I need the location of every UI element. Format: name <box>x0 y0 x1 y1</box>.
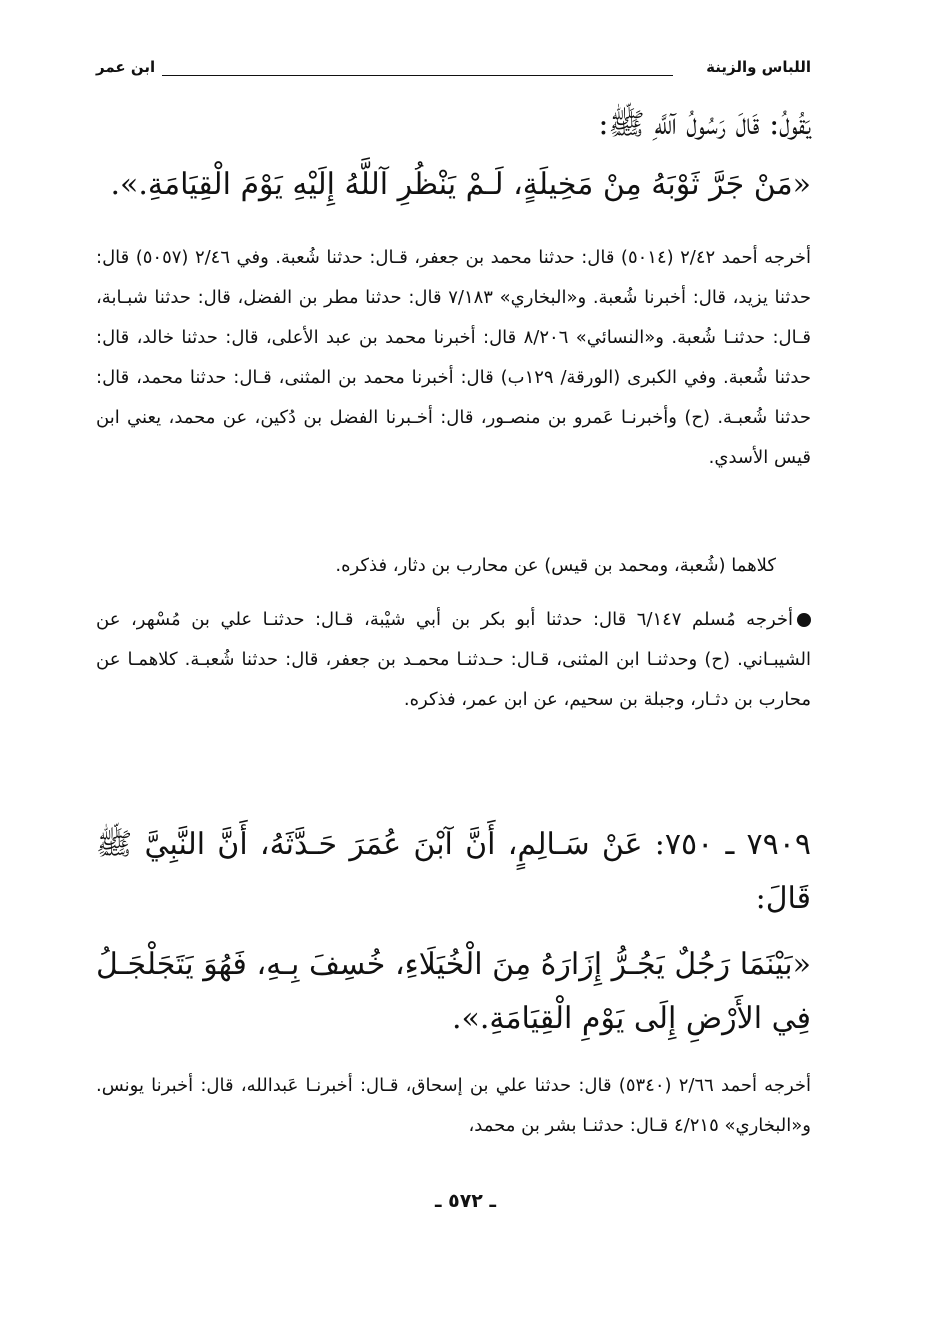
header-rule <box>162 75 673 76</box>
hadith-text: «مَنْ جَرَّ ثَوْبَهُ مِنْ مَخِيلَةٍ، لَـمْ يَنْظُرِ آللَّهُ إِلَيْهِ يَوْمَ الْقِيَامَةِ.». <box>110 167 811 202</box>
takhrij-muslim-text: أخرجه مُسلم ٦/١٤٧ قال: حدثنا أبو بكر بن أبي شيْبة، قـال: حدثنـا علي بن مُسْهر، عن الشيبـاني. (ح) وحدثنـا ابن المثنى، قـال: حـدثنـا محمـد بن جعفر، قال: حدثنا شُعبـة. كلاهمـا عن محارب بن دثـار، وجبلة بن سحيم، عن ابن عمر، فذكره. <box>96 609 811 710</box>
takhrij-paragraph-2: أخرجه أحمد ٢/٦٦ (٥٣٤٠) قال: حدثنا علي بن إسحاق، قـال: أخبرنـا عَبدالله، قال: أخبرنا يونس. و«البخاري» ٤/٢١٥ قـال: حدثنـا بشر بن محمد، <box>96 1075 812 1136</box>
hadith-text-2: «بَيْنَمَا رَجُلٌ يَجُـرُّ إِزَارَهُ مِنَ الْخُيَلَاءِ، خُسِفَ بِـهِ، فَهُوَ يَتَجَلْجَـلُ فِي الأَرْضِ إِلَى يَوْمِ الْقِيَامَةِ.». <box>96 947 811 1036</box>
takhrij-paragraph: أخرجه أحمد ٢/٤٢ (٥٠١٤) قال: حدثنا محمد بن جعفر، قـال: حدثنا شُعبة. وفي ٢/٤٦ (٥٠٥٧) قال: حدثنا يزيد، قال: أخبرنا شُعبة. و«البخاري» ٧/١٨٣ قال: حدثنا مطر بن الفضل، قال: حدثنا شبـابة، قـال: حدثنـا شُعبة. و«النسائي» ٨/٢٠٦ قال: أخبرنا محمد بن عبد الأعلى، قال: حدثنا خالد، قال: حدثنا شُعبة. وفي الكبرى (الورقة/ ١٢٩ب) قال: أخبرنا محمد بن المثنى، قـال: حدثنا محمد، قال: حدثنا شُعبـة. (ح) وأخبرنـا عَمرو بن منصـور، قال: أخـبرنا الفضل بن دُكين، عن محمد، يعني ابن قيس الأسدي. <box>96 247 812 468</box>
hadith-heading: ٧٩٠٩ ـ ٧٥٠: عَنْ سَـالِمٍ، أَنَّ آبْنَ عُمَرَ حَـدَّثَهُ، أَنَّ النَّبِيَّ ﷺ قَالَ: <box>96 827 811 916</box>
section-title: اللباس والزينة <box>706 58 811 76</box>
takhrij-muslim <box>96 600 811 720</box>
running-header <box>96 58 811 88</box>
takhrij-summary: كلاهما (شُعبة، ومحمد بن قيس) عن محارب بن دثار، فذكره. <box>335 555 776 576</box>
bullet-dot-icon <box>797 613 811 627</box>
narrator-name: ابن عمر <box>96 58 156 76</box>
hadith-intro: يَقُولُ: قَالَ رَسُولُ آللَّهِ ﷺ: <box>598 107 811 142</box>
page-number: ـ ٥٧٢ ـ <box>434 1190 496 1212</box>
